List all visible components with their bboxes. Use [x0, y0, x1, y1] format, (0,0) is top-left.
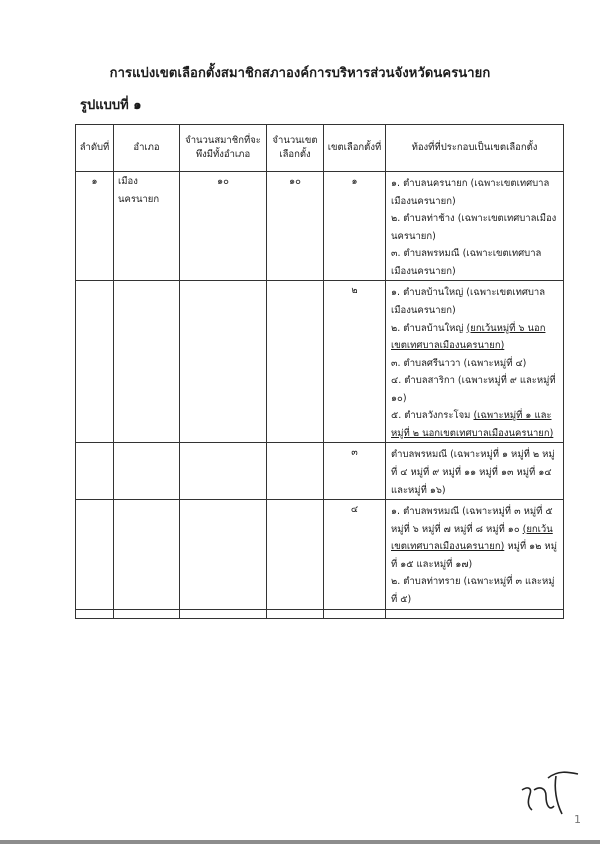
area-text: หมู่ที่ ๑๒ หมู่ที่ ๑๕ และหมู่ที่ ๑๗)	[391, 541, 557, 570]
area-line	[391, 175, 558, 210]
area-line	[391, 372, 558, 407]
area-text: ๑. ตำบลบ้านใหญ่ (เฉพาะเขตเทศบาลเมืองนครนายก)	[391, 287, 546, 316]
cell-num-zones: ๑๐	[267, 172, 324, 281]
header-areas: ท้องที่ที่ประกอบเป็นเขตเลือกตั้ง	[386, 125, 564, 172]
header-num-zones: จำนวนเขตเลือกตั้ง	[267, 125, 324, 172]
cell-zone-number: ๒	[324, 281, 386, 443]
header-total-members: จำนวนสมาชิกที่จะพึงมีทั้งอำเภอ	[180, 125, 267, 172]
area-text: ตำบลพรหมณี (เฉพาะหมู่ที่ ๑ หมู่ที่ ๒ หมู่ที่ ๔ หมู่ที่ ๙ หมู่ที่ ๑๑ หมู่ที่ ๑๓ หมู่ที่ ๑๔ และหมู่ที่ ๑๖)	[391, 449, 555, 496]
cell-total-members: ๑๐	[180, 172, 267, 281]
area-text: ๔. ตำบลสาริกา (เฉพาะหมู่ที่ ๙ และหมู่ที่ ๑๐)	[391, 375, 556, 404]
area-line	[391, 210, 558, 245]
area-text: ๕. ตำบลวังกระโจม	[391, 410, 474, 422]
cell-district: เมืองนครนายก	[114, 172, 180, 281]
area-text: ๑. ตำบลพรหมณี (เฉพาะหมู่ที่ ๓ หมู่ที่ ๕ หมู่ที่ ๖ หมู่ที่ ๗ หมู่ที่ ๘ หมู่ที่ ๑๐	[391, 506, 553, 535]
cell-zone-areas	[386, 443, 564, 500]
cell-zone-number: ๓	[324, 443, 386, 500]
cell-zone-number: ๔	[324, 500, 386, 609]
table-header-row	[76, 125, 564, 172]
table-row	[76, 500, 564, 609]
area-text: ๓. ตำบลพรหมณี (เฉพาะเขตเทศบาลเมืองนครนายก)	[391, 248, 542, 277]
handwritten-initials	[510, 756, 590, 816]
area-line	[391, 245, 558, 280]
area-text: ๒. ตำบลท่าทราย (เฉพาะหมู่ที่ ๓ และหมู่ที่ ๕)	[391, 576, 555, 605]
table-bottom-row	[76, 609, 564, 618]
area-text: ๓. ตำบลศรีนาวา (เฉพาะหมู่ที่ ๔)	[391, 357, 527, 369]
document-title: การแบ่งเขตเลือกตั้งสมาชิกสภาองค์การบริหารส่วนจังหวัดนครนายก	[109, 66, 491, 81]
area-text-underlined: (ยกเว้นเขตเทศบาลเมืองนครนายก)	[391, 523, 553, 553]
cell-order: ๑	[76, 172, 114, 281]
area-line	[391, 573, 558, 608]
table-row	[76, 281, 564, 443]
bottom-rule	[0, 840, 600, 844]
cell-zone-areas	[386, 500, 564, 609]
table-row	[76, 443, 564, 500]
table-row	[76, 172, 564, 281]
area-line	[391, 355, 558, 373]
area-text-underlined: (ยกเว้นหมู่ที่ ๖ นอกเขตเทศบาลเมืองนครนายก)	[391, 322, 546, 352]
header-zone: เขตเลือกตั้งที่	[324, 125, 386, 172]
header-order: ลำดับที่	[76, 125, 114, 172]
cell-zone-areas	[386, 281, 564, 443]
area-line	[391, 320, 558, 355]
cell-zone-number: ๑	[324, 172, 386, 281]
area-text: ๑. ตำบลนครนายก (เฉพาะเขตเทศบาลเมืองนครนายก)	[391, 178, 550, 207]
area-line	[391, 284, 558, 319]
area-text: ๒. ตำบลท่าช้าง (เฉพาะเขตเทศบาลเมืองนครนายก)	[391, 213, 557, 242]
area-line	[391, 446, 558, 499]
area-text-underlined: (เฉพาะหมู่ที่ ๑ และหมู่ที่ ๒ นอกเขตเทศบาลเมืองนครนายก)	[391, 410, 554, 439]
electoral-district-table	[75, 124, 564, 619]
header-district: อำเภอ	[114, 125, 180, 172]
format-label: รูปแบบที่ ๑	[80, 98, 142, 113]
area-text: ๒. ตำบลบ้านใหญ่	[391, 322, 467, 334]
area-line	[391, 407, 558, 442]
area-line	[391, 503, 558, 573]
cell-zone-areas	[386, 172, 564, 281]
page-number: 1	[574, 813, 581, 826]
